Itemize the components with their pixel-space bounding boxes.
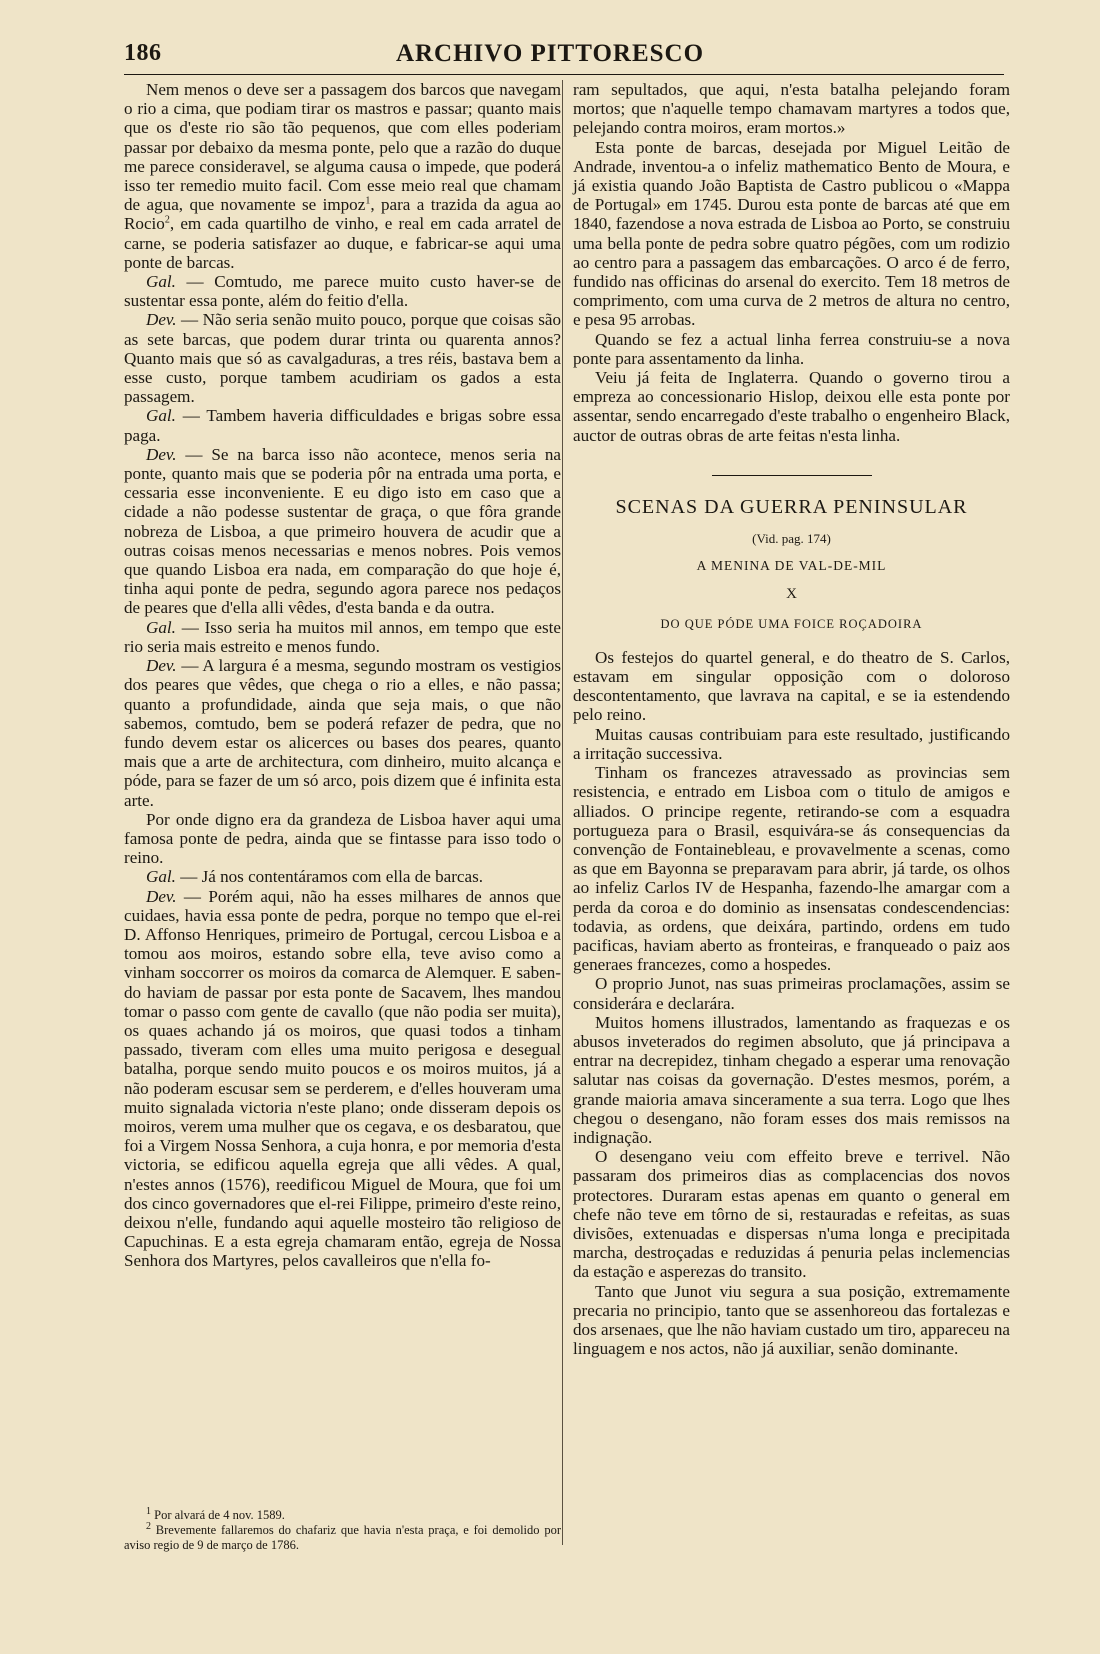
footnotes — [124, 1505, 561, 1553]
paragraph: Dev. — A largura é a mesma, segundo mostram os vestigios dos peares que vêdes, que chega o rio a elles, e não passa; quanto a profundidade, ainda que seja mais, o que não sabemos, comtudo, bem se poderá refazer de pedra, que no fundo devem estar os alicerces ou bases dos peares, quanto mais que a arte de architectura, com dinheiro, muito alcança e póde, para se fazer de um só arco, pois dizem que é infinita esta arte. — [124, 656, 561, 810]
paragraph: Gal. — Comtudo, me parece muito custo haver-se de sustentar essa ponte, além do feitio d'ella. — [124, 272, 561, 311]
paragraph: Quando se fez a actual linha ferrea construiu-se a nova ponte para assentamento da linha. — [573, 329, 1010, 368]
section-subtitle: A MENINA DE VAL-DE-MIL — [696, 558, 887, 574]
header-rule — [124, 74, 1004, 75]
speaker: Dev. — [146, 656, 177, 676]
footnote: $^1$ Por alvará de 4 nov. 1589. — [146, 1505, 285, 1522]
speaker: Gal. — [146, 272, 176, 292]
paragraph: Dev. — Não seria senão muito pouco, porque que coisas são as sete barcas, que podem durar trinta ou quarenta annos? Quanto mais que só as cavalgaduras, a tres réis, bastava bem a esse custo, porque tambem acudiriam os gados a esta passagem. — [124, 310, 561, 407]
paragraph: O proprio Junot, nas suas primeiras proclamações, assim se considerára e declarára. — [573, 974, 1010, 1013]
section-separator — [712, 475, 872, 476]
paragraph: Gal. — Isso seria ha muitos mil annos, em tempo que este rio seria mais estreito e menos fundo. — [124, 617, 561, 656]
paragraph: O desengano veiu com effeito breve e terrivel. Não passaram dos primeiros dias as complacencias dos novos protectores. Duraram estas apenas em quanto o general em chefe não teve em tôrno de si, restauradas e refeitas, as suas divisões, extenuadas e dispersas n'uma longa e precipitada marcha, destroçadas e reduzidas á penuria pelas inclemencias da estação e asperezas do transito. — [573, 1147, 1010, 1282]
speaker: Dev. — [146, 444, 177, 464]
footnote-ref: 1 — [365, 195, 371, 207]
page-number: 186 — [124, 40, 162, 66]
paragraph: Tinham os francezes atravessado as provincias sem resistencia, e entrado em Lisboa com o titulo de amigos e alliados. O principe regente, retirando-se com a esquadra portugueza para o Brasil, esquivára-se ás consequencias da convenção de Fontainebleau, e provavelmente a scenas, como as que em Bayonna se preparavam para abrir, já tarde, os olhos ao infeliz Carlos IV de Hespanha, fazendo-lhe amargar com a perda da coroa e do dominio as insensatas condescendencias: todavia, as ordens, que deixára, partindo, ordens em tudo pacificas, haviam aberto as fronteiras, e franqueado o paiz aos generaes francezes, como a hospedes. — [573, 763, 1010, 975]
section-reference: (Vid. pag. 174) — [752, 531, 831, 547]
speaker: Gal. — [146, 617, 176, 637]
paragraph: Veiu já feita de Inglaterra. Quando o governo tirou a empreza ao concessionario Hislop, deixou elle esta ponte por assentar, sendo encarregado d'este trabalho o engenheiro Black, auctor de outras obras de arte feitas n'esta linha. — [573, 368, 1010, 445]
paragraph: Esta ponte de barcas, desejada por Miguel Leitão de Andrade, inventou-a o infeliz mathematico Bento de Moura, e já existia quando João Baptista de Castro publicou o «Mappa de Portugal» em 1745. Durou esta ponte de barcas até que em 1840, fazendose a nova estrada de Lisboa ao Porto, se construiu uma bella ponte de pedra sobre quatro pégões, com um rodizio ao centro para a passagem das embarcações. O arco é de ferro, fundido nas officinas do arsenal do exercito. Tem 18 metros de comprimento, com uma curva de 2 metros de altura no centro, e pesa 95 arrobas. — [573, 137, 1010, 330]
paragraph: Os festejos do quartel general, e do theatro de S. Carlos, estavam em singular opposição com o doloroso descontentamento, que lavrava na capital, e se ia estendendo pelo reino. — [573, 647, 1010, 725]
paragraph: Gal. — Já nos contentáramos com ella de barcas. — [146, 867, 484, 887]
chapter-title: DO QUE PÓDE UMA FOICE ROÇADOIRA — [660, 616, 923, 631]
column-rule — [562, 80, 563, 1545]
paragraph: Gal. — Tambem haveria difficuldades e brigas sobre essa paga. — [124, 406, 561, 445]
right-column — [573, 80, 1010, 1358]
running-title: ARCHIVO PITTORESCO — [395, 40, 705, 67]
paragraph: Por onde digno era da grandeza de Lisboa haver aqui uma famosa ponte de pedra, ainda que se fintasse para isso todo o reino. — [124, 809, 561, 868]
paragraph: Muitos homens illustrados, lamentando as fraquezas e os abusos inveterados do regimen absoluto, que já principava a entrar na decrepidez, tinham chegado a esperar uma renovação salutar nas coisas da governação. D'estes mesmos, porém, a grande maioria amava sinceramente a sua terra. Logo que lhes chegou o desengano, não foram esses dos mais remissos na indignação. — [573, 1012, 1010, 1147]
paragraph: ram sepultados, que aqui, n'esta batalha pelejando foram mortos; que n'aquelle tempo chamavam martyres a todos que, pelejando contra moiros, eram mortos.» — [573, 80, 1010, 138]
speaker: Gal. — [146, 867, 176, 887]
footnote-ref: 2 — [164, 214, 170, 226]
paragraph: Dev. — Porém aqui, não ha esses milhares de annos que cuidaes, havia essa ponte de pedra, porque no tempo que el-rei D. Affonso Henriques, primeiro de Portugal, cercou Lisboa e a tomou aos moiros, estando sobre ella, teve aviso como a vinham soccorrer os moiros da comarca de Alemquer. E sabendo haviam de passar por esta ponte de Sacavem, lhes mandou tomar o passo com gente de cavallo (que não podia ser muita), os quaes achando já os moiros, que quasi todos a tinham passado, tiveram com elles uma muito perigosa e desegual batalha, porque sendo muito poucos e os moiros muitos, já a não poderam escusar sem se perderem, e d'elles houveram uma muito signalada victoria n'este plano; onde disseram depois os moiros, verem uma mulher que os cegava, e os desbaratou, que foi a Virgem Nossa Senhora, a cuja honra, e por memoria d'esta victoria, se edificou aquella egreja que alli vêdes. A qual, n'estes annos (1576), reedificou Miguel de Moura, que foi um dos cinco governadores que el-rei Filippe, primeiro d'este reino, deixou n'elle, fundando aqui aquelle mosteiro tão religioso de Capuchinas. E a esta egreja chamaram então, egreja de Nossa Senhora dos Martyres, pelos cavalleiros que n'ella fo- — [124, 886, 561, 1271]
paragraph: Dev. — Se na barca isso não acontece, menos seria na ponte, quanto mais que se poderia pôr na entrada uma porta, e cessaria esse inconveniente. E eu digo isto em caso que a cidade a não podesse sustentar de graça, o que fôra grande nobreza de Lisboa, a que primeiro houvera de acudir que a outras coisas menos necessarias e menos nobres. Pois vemos que quando Lisboa era nada, em comparação do que hoje é, tinha aqui ponte de pedra, segundo agora parece nos pedaços de peares que d'ella alli vêdes, d'esta banda e da outra. — [124, 444, 561, 618]
left-column — [124, 80, 561, 1271]
footnote: $^2$ Brevemente fallaremos do chafariz que havia n'esta praça, e foi demolido por aviso regio de 9 de março de 1786. — [124, 1520, 561, 1552]
paragraph: Muitas causas contribuiam para este resultado, justificando a irritação successiva. — [573, 724, 1010, 763]
paragraph: Nem menos o deve ser a passagem dos barcos que navegam o rio a cima, que podiam tirar os mastros e passar; quanto mais que os d'este rio são tão pequenos, que com elles poderiam passar por debaixo da mesma ponte, pelo que a razão do duque me parece consideravel, se alguma causa o impede, que poderá isso ter remedio muito facil. Com esse meio real que chamam de agua, que novamente se impoz$^1$, para a trazida da agua ao Rocio$^2$, em cada quartilho de vinho, e real em cada arratel de carne, se poderia satisfazer ao duque, e fabricar-se aqui uma ponte de barcas. — [124, 80, 562, 272]
speaker: Dev. — [146, 886, 177, 906]
speaker: Gal. — [146, 406, 176, 426]
section-title: SCENAS DA GUERRA PENINSULAR — [615, 495, 968, 518]
section-number: X — [786, 586, 797, 603]
paragraph: Tanto que Junot viu segura a sua posição, extremamente precaria no principio, tanto que se assenhoreou das fortalezas e dos arsenaes, que lhe não haviam custado um tiro, appareceu na linguagem e nos actos, não já auxiliar, senão dominante. — [573, 1281, 1010, 1359]
speaker: Dev. — [146, 310, 177, 330]
